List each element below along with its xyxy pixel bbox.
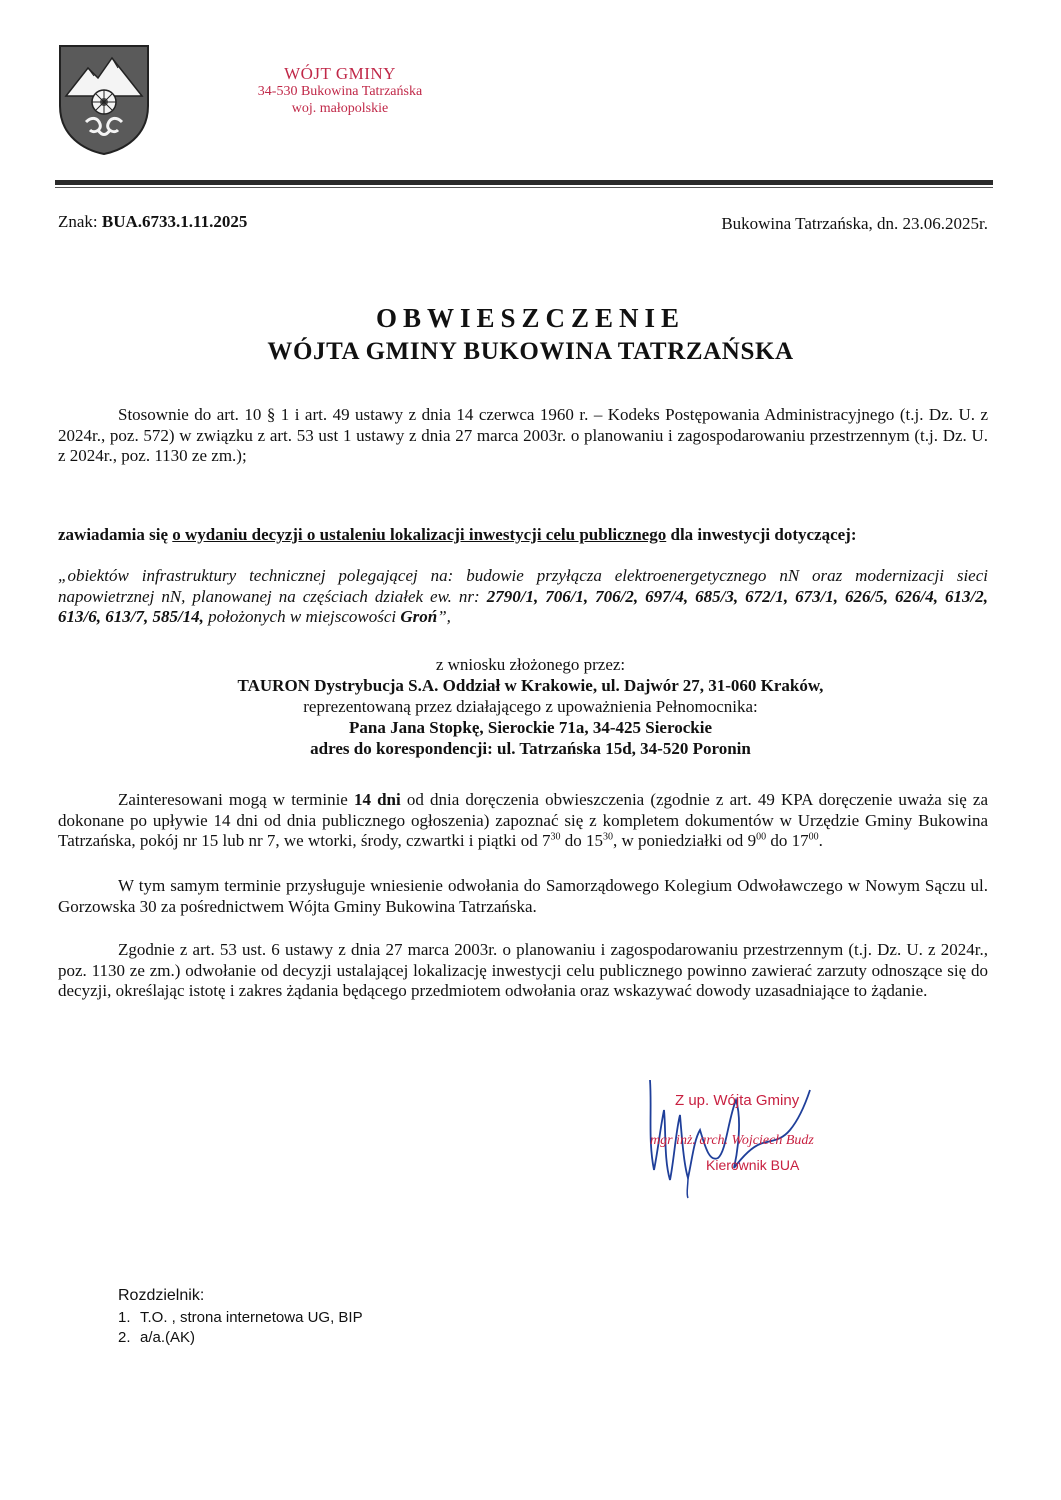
- list-item-text: a/a.(AK): [140, 1329, 196, 1346]
- legal-basis-paragraph: Stosownie do art. 10 § 1 i art. 49 ustawy z dnia 14 czerwca 1960 r. – Kodeks Postępowania Administracyjnego (t.j. Dz. U. z 2024r., poz. 572) w związku z art. 53 ust 1 ustawy z dnia 27 marca 2003r. o planowaniu i zagospodarowaniu przestrzennym (t.j. Dz. U. z 2024r., poz. 1130 ze zm.);: [58, 405, 988, 465]
- notice-paragraph: [58, 525, 988, 546]
- header-rule-thick: [55, 180, 993, 185]
- inspection-paragraph: [58, 790, 988, 852]
- minute-4: 00: [808, 831, 819, 843]
- to-2: do: [766, 831, 792, 850]
- list-item-number: 1.: [118, 1309, 131, 1326]
- applicant-intro: z wniosku złożonego przez:: [435, 655, 626, 674]
- notice-suffix: dla inwestycji dotyczącej:: [666, 525, 857, 544]
- title-line-2: WÓJTA GMINY BUKOWINA TATRZAŃSKA: [267, 338, 794, 365]
- legal-requirements-paragraph: Zgodnie z art. 53 ust. 6 ustawy z dnia 27 marca 2003r. o planowaniu i zagospodarowaniu przestrzennym (t.j. Dz. U. z 2024r., poz. 1130 ze zm.) odwołanie od decyzji ustalającej lokalizację inwestycji celu publicznego powinno zawierać zarzuty odnoszące się do decyzji, określając istotę i zakres żądania będącego przedmiotem odwołania oraz wskazywać dowody uzasadniające to żądanie.: [58, 940, 988, 1000]
- stamp-line-3: woj. małopolskie: [291, 100, 389, 116]
- list-item: [118, 1328, 363, 1348]
- quote-text: „obiektów infrastruktury technicznej polegającej na: budowie przyłącza elektroenergetycznego nN oraz modernizacji sieci napowietrznej nN, planowanej na częściach działek ew. nr:: [58, 566, 988, 606]
- inspect-text-a: Zainteresowani mogą w terminie: [118, 790, 354, 809]
- signature-authority: Z up. Wójta Gminy: [675, 1092, 800, 1109]
- list-item-number: 2.: [118, 1329, 131, 1346]
- reference-value: BUA.6733.1.11.2025: [101, 212, 248, 231]
- header-rule-thin: [55, 187, 993, 188]
- inspect-text-b: od dnia doręczenia obwieszczenia (zgodnie z art. 49 KPA doręczenie uważa się za dokonane po upływie 14 dni od dnia publicznego ogłoszenia) zapoznać się z kompletem dokumentów w Urzędzie Gminy Bukowina Tatrzańska, pokój nr 15 lub nr 7, we wtorki, środy, czwartki i piątki od: [58, 790, 989, 850]
- to-1: do: [560, 831, 586, 850]
- applicant-correspondence: adres do korespondencji: ul. Tatrzańska 15d, 34-520 Poronin: [310, 739, 751, 758]
- applicant-agent: Pana Jana Stopkę, Sierockie 71a, 34-425 Sierockie: [349, 718, 712, 737]
- distribution-title: Rozdzielnik:: [118, 1287, 205, 1304]
- reference-number: [58, 212, 247, 232]
- inspect-text-c: , w poniedziałki od: [613, 831, 748, 850]
- municipality-crest-icon: [58, 44, 150, 156]
- appeal-paragraph: W tym samym terminie przysługuje wniesienie odwołania do Samorządowego Kolegium Odwoławczego w Nowym Sączu ul. Gorzowska 30 za pośrednictwem Wójta Gminy Bukowina Tatrzańska.: [58, 876, 988, 916]
- notice-subject: o wydaniu decyzji o ustaleniu lokalizacji inwestycji celu publicznego: [172, 525, 667, 544]
- office-header-stamp: [225, 64, 455, 117]
- applicant-represented: reprezentowaną przez działającego z upoważnienia Pełnomocnika:: [303, 697, 758, 716]
- distribution-items: [118, 1308, 363, 1348]
- minute-3: 00: [756, 831, 767, 843]
- parcel-numbers: 2790/1, 706/1, 706/2, 697/4, 685/3, 672/1, 673/1, 626/5, 626/4, 613/2, 613/6, 613/7, 585/14,: [58, 586, 988, 626]
- investment-description: [58, 566, 988, 628]
- notice-prefix: zawiadamia się: [58, 525, 173, 544]
- reference-label: Znak:: [58, 212, 98, 231]
- inspect-end: .: [818, 831, 823, 850]
- hour-4: 17: [791, 831, 809, 850]
- signatory-name: mgr inż. arch. Wojciech Budz: [650, 1133, 814, 1148]
- hour-1: 7: [542, 831, 551, 850]
- minute-1: 30: [550, 831, 561, 843]
- title-line-1: OBWIESZCZENIE: [375, 303, 686, 333]
- inspect-days: 14 dni: [353, 790, 401, 809]
- hour-2: 15: [586, 831, 603, 850]
- signatory-role: Kierownik BUA: [706, 1157, 800, 1173]
- distribution-list: [118, 1286, 363, 1348]
- stamp-line-2: 34-530 Bukowina Tatrzańska: [257, 84, 423, 100]
- document-title: [0, 303, 1061, 366]
- minute-2: 30: [603, 831, 613, 843]
- quote-end: ”,: [437, 607, 451, 626]
- quote-location: położonych w miejscowości: [203, 607, 401, 626]
- quote-place: Groń: [400, 607, 438, 626]
- place-and-date: Bukowina Tatrzańska, dn. 23.06.2025r.: [721, 214, 988, 233]
- stamp-line-1: WÓJT GMINY: [284, 64, 396, 83]
- list-item: [118, 1308, 363, 1328]
- applicant-company: TAURON Dystrybucja S.A. Oddział w Krakowie, ul. Dajwór 27, 31-060 Kraków,: [237, 676, 824, 695]
- list-item-text: T.O. , strona internetowa UG, BIP: [140, 1309, 363, 1326]
- applicant-block: [0, 654, 1061, 759]
- hour-3: 9: [747, 831, 757, 850]
